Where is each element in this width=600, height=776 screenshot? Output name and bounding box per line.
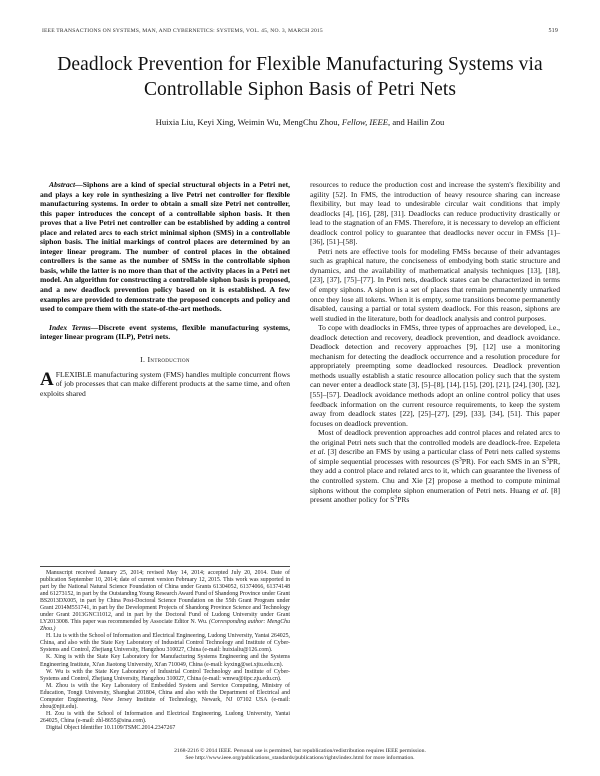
intro-rest: manufacturing system (FMS) handles multiple concurrent flows of job processes that can make different products at the same time, and often exploits shared xyxy=(40,369,290,398)
right-paragraph-2: Petri nets are effective tools for modeling FMSs because of their advantages such as graphical nature, the conciseness of embodying both static structure and dynamics, and the availability of mathematical analysis techniques [13], [18], [23], [37], [75]–[77]. In Petri nets, deadlock states can be characterized in terms of empty siphons. A siphon is a set of places that remain permanently unmarked once they lose all tokens. When it is empty, some transitions become permanently disabled, causing a partial or total system deadlock. For this reason, siphons are well studied in the literature, both for deadlock analysis and control purposes. xyxy=(310,246,560,323)
intro-first-words: FLEXIBLE xyxy=(55,369,92,379)
footnote-manuscript-info xyxy=(40,570,290,633)
index-terms-paragraph xyxy=(40,323,290,342)
authors-prefix: Huixia Liu, Keyi Xing, Weimin Wu, MengChu Zhou, xyxy=(155,117,342,127)
footnote-author-m-zhou: M. Zhou is with the Key Laboratory of Embedded System and Service Computing, Ministry of Education, Tongji University, Shanghai 201804, China and also with the Department of Electrical and Computer Engineering, New Jersey Institute of Technology, Newark, NJ 07102 USA (e-mail: zhou@njit.edu). xyxy=(40,682,290,710)
footnote-author-h-liu: H. Liu is with the School of Information and Electrical Engineering, Ludong University, Yantai 264025, China, and also with the State Key Laboratory of Industrial Control Technology and Institute of Cyber-Systems and Control, Zhejiang University, Hangzhou 310027, China (e-mail: huixialiu@126.com). xyxy=(40,633,290,654)
p4-segment-d: PR, they add a control place and related arcs to it, which can guarantee the liveness of the controlled system. Chu and Xie [2] propose a method to compute minimal siphons without the complete siphon enumeration of Petri nets. Huang xyxy=(310,456,560,495)
author-list xyxy=(48,116,552,128)
index-terms-lead-in: Index Terms— xyxy=(49,322,99,332)
copyright-notice xyxy=(40,748,560,762)
p4-segment-a: Most of deadlock prevention approaches add control places and related arcs to the original Petri nets such that the controlled models are deadlock-free. Ezpeleta xyxy=(310,428,560,447)
running-head xyxy=(42,28,558,38)
footnote-manuscript-text: Manuscript received January 25, 2014; revised May 14, 2014; accepted July 20, 2014. Date of publication September 10, 2014; date of current version February 12, 2015. This work was supported in part by the National Natural Science Foundation of China under Grants 61304052, 61374066, 61374148 and 61273152, in part by the Outstanding Young Research Award Fund of Shandong Province under Grant BS2013DX005, in part by China Post-Doctoral Science Foundation on the 55th Grant Program under Grant 2014M551741, in part by the Development Projects of Shandong Province Science and Technology under Grant 2013GNC11012, and in part by the Doctoral Fund of Ludong University under Grant LY2013008. This paper was recommended by Associate Editor N. Wu. xyxy=(40,569,290,626)
footnote-author-k-xing: K. Xing is with the State Key Laboratory for Manufacturing Systems Engineering and the Systems Engineering Institute, Xi'an Jiaotong University, Xi'an 710049, China (e-mail: kyxing@sei.xjtu.edu.cn). xyxy=(40,654,290,668)
footnote-block xyxy=(40,566,290,732)
abstract-text: Siphons are a kind of special structural objects in a Petri net, and plays a key role in synthesizing a live Petri net controller for flexible manufacturing systems. In order to obtain a small size Petri net controller, this paper introduces the concept of a controllable siphon basis. It then proves that a live Petri net controller can be established by adding a control place and related arcs to each strict minimal siphon (SMS) in a controllable siphon basis. The initial markings of control places are determined by an integer linear program. The number of control places in the obtained controllers is the same as the number of SMSs in the controllable siphon basis, while the latter is no more than that of the activity places in a Petri net model. An algorithm for constructing a controllable siphon basis is proposed, and a new deadlock prevention policy based on it is established. A few examples are provided to demonstrate the proposed concepts and policy and used to compare them with the state-of-the-art methods. xyxy=(40,180,290,314)
p4-segment-e: [8] present another policy for S xyxy=(310,485,560,505)
right-paragraph-3: To cope with deadlocks in FMSs, three types of approaches are developed, i.e., deadlock detection and recovery, deadlock prevention, and deadlock avoidance. Deadlock detection and recovery approaches [9], [12] use a monitoring mechanism for detecting the deadlock occurrence and a resolution procedure for appropriately preempting some deadlocked resources. Deadlock prevention methods usually establish a static resource allocation policy such that the system can never enter a deadlock state [3], [5]–[8], [14], [15], [20], [21], [24], [30], [32], [55]–[57]. Deadlock avoidance methods adopt an online control policy that uses feedback information on the current resource requirements, to keep the system away from deadlock states [22], [25]–[27], [29], [33], [34], [51]. This paper focuses on deadlock prevention. xyxy=(310,323,560,428)
body-columns xyxy=(40,180,560,732)
authors-fellow-grade: Fellow, IEEE xyxy=(341,117,389,127)
p4-segment-b: [3] describe an FMS by using a particular class of Petri nets called systems of simple sequential processes with resources (S xyxy=(310,447,560,466)
footnote-author-h-zou: H. Zou is with the School of Information and Electrical Engineering, Ludong University, Yantai 264025, China (e-mail: zhl-8655@sina.com). xyxy=(40,710,290,724)
copyright-line-1: 2168-2216 © 2014 IEEE. Personal use is permitted, but republication/redistribution requires IEEE permission. xyxy=(174,747,426,754)
p4-segment-f: PRs xyxy=(397,495,410,505)
footnote-corresponding-author: (Corresponding author: MengChu Zhou.) xyxy=(40,619,291,633)
right-paragraph-1: resources to reduce the production cost and increase the system's flexibility and agility [52]. In FMS, the introduction of heavy resource sharing can increase flexibility, but may lead to undesirable circular wait conditions that imply deadlocks [4], [16], [28], [31]. Deadlocks can reduce productivity drastically or lead to the stagnation of an FMS. Therefore, it is necessary to develop an efficient deadlock control policy to guarantee that deadlocks never occur in FMSs [1]–[36], [51]–[58]. xyxy=(310,180,560,247)
drop-cap-letter: A xyxy=(40,368,54,390)
column-right xyxy=(310,180,560,732)
abstract-paragraph xyxy=(40,180,290,314)
right-paragraph-4 xyxy=(310,428,560,504)
footnote-doi: Digital Object Identifier 10.1109/TSMC.2014.2347267 xyxy=(46,724,176,731)
p4-segment-c: PR). For each SMS in an S xyxy=(461,456,547,466)
column-left xyxy=(40,180,290,732)
section-heading-introduction: I. Introduction xyxy=(140,354,190,364)
p4-etal-2: et al. xyxy=(532,485,549,495)
footnote-author-w-wu: W. Wu is with the State Key Laboratory of Industrial Control Technology and Institute of Cyber-Systems and Control, Zhejiang University, Hangzhou 310027, China (e-mail: wmwu@iipc.zju.edu.cn). xyxy=(40,668,290,682)
running-head-page-number: 519 xyxy=(548,28,558,34)
running-head-journal: IEEE TRANSACTIONS ON SYSTEMS, MAN, AND CYBERNETICS: SYSTEMS, VOL. 45, NO. 3, MARCH 2015 xyxy=(42,28,323,34)
page-title: Deadlock Prevention for Flexible Manufacturing Systems via Controllable Siphon Basis of Petri Nets xyxy=(57,54,543,100)
index-terms-text: Discrete event systems, flexible manufacturing systems, integer linear program (ILP), Petri nets. xyxy=(40,322,291,342)
authors-suffix: , and Hailin Zou xyxy=(388,117,445,127)
copyright-line-2: See http://www.ieee.org/publications_standards/publications/rights/index.html for more information. xyxy=(185,754,415,761)
p4-superscript-1: 3 xyxy=(459,456,462,463)
abstract-lead-in: Abstract— xyxy=(49,180,83,189)
introduction-first-paragraph xyxy=(40,370,290,399)
p4-superscript-2: 3 xyxy=(546,456,549,463)
title-block xyxy=(48,52,552,128)
p4-etal-1: et al. xyxy=(310,447,326,457)
p4-superscript-3: 3 xyxy=(394,494,398,501)
